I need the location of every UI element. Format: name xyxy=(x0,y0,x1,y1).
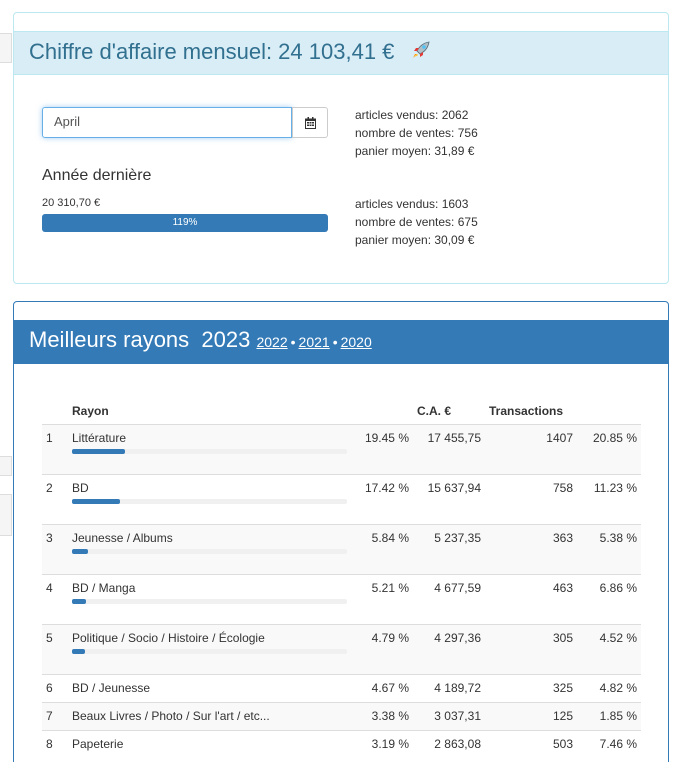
calendar-icon xyxy=(305,117,316,129)
best-departments-panel xyxy=(13,301,669,762)
rayon-cell-text: BD / Manga xyxy=(72,580,136,595)
transactions-cell xyxy=(485,574,577,624)
month-input-value: April xyxy=(54,114,81,129)
rank-cell xyxy=(42,674,68,702)
rank-cell xyxy=(42,730,68,758)
tx-pct-cell-text: 5.38 % xyxy=(599,530,637,545)
ca-cell-text: 3 037,31 xyxy=(434,708,481,723)
rayon-cell xyxy=(68,624,353,674)
rayon-cell xyxy=(68,424,353,474)
pct-cell-text: 19.45 % xyxy=(364,430,409,445)
current-stats xyxy=(355,106,478,160)
rayon-cell-text: Papeterie xyxy=(72,736,124,751)
year-link-2020[interactable]: 2020 xyxy=(340,334,372,350)
ca-cell-text: 4 297,36 xyxy=(434,630,481,645)
table-row xyxy=(42,674,641,702)
tx-pct-cell xyxy=(577,702,641,730)
transactions-cell xyxy=(485,424,577,474)
header-pct xyxy=(353,398,413,424)
tx-pct-cell-text: 6.86 % xyxy=(599,580,637,595)
year-separator: • xyxy=(290,334,296,350)
share-bar-track xyxy=(72,649,347,654)
ca-cell-text: 4 677,59 xyxy=(434,580,481,595)
ca-cell xyxy=(413,524,485,574)
transactions-cell-text: 463 xyxy=(552,580,573,595)
share-bar-fill xyxy=(72,649,85,654)
last-year-stats xyxy=(355,195,478,249)
rank-cell xyxy=(42,424,68,474)
side-stub-middle xyxy=(0,456,12,476)
rayon-cell xyxy=(68,674,353,702)
best-panel-title xyxy=(29,327,372,353)
table-row xyxy=(42,702,641,730)
departments-table-body xyxy=(42,424,641,758)
pct-cell-text: 17.42 % xyxy=(364,480,409,495)
share-bar-track xyxy=(72,549,347,554)
last-year-basket: panier moyen: 30,09 € xyxy=(355,233,475,247)
tx-pct-cell xyxy=(577,424,641,474)
table-row xyxy=(42,524,641,574)
ca-cell-text: 15 637,94 xyxy=(427,480,481,495)
rayon-cell-text: Jeunesse / Albums xyxy=(72,530,173,545)
header-tx-pct xyxy=(577,398,641,424)
ca-cell xyxy=(413,574,485,624)
tx-pct-cell-text: 11.23 % xyxy=(593,480,637,495)
last-year-amount: 20 310,70 € xyxy=(42,197,101,209)
ca-cell xyxy=(413,730,485,758)
tx-pct-cell-text: 4.52 % xyxy=(599,630,637,645)
pct-cell xyxy=(353,574,413,624)
best-panel-title-text: Meilleurs rayons 2023 xyxy=(29,327,251,352)
share-bar-fill xyxy=(72,449,125,454)
transactions-cell-text: 503 xyxy=(552,736,573,751)
pct-cell xyxy=(353,730,413,758)
ca-cell xyxy=(413,674,485,702)
transactions-cell-text: 305 xyxy=(552,630,573,645)
transactions-cell-text: 363 xyxy=(552,530,573,545)
revenue-panel-heading xyxy=(14,31,668,75)
share-bar-track xyxy=(72,449,347,454)
rank-cell-text: 4 xyxy=(46,580,53,595)
rank-cell-text: 7 xyxy=(46,708,53,723)
tx-pct-cell-text: 7.46 % xyxy=(599,736,637,751)
departments-table xyxy=(42,398,641,758)
rank-cell-text: 2 xyxy=(46,480,53,495)
year-link-2021[interactable]: 2021 xyxy=(298,334,330,350)
header-transactions: Transactions xyxy=(485,398,577,424)
transactions-cell xyxy=(485,524,577,574)
progress-label: 119% xyxy=(172,217,198,228)
month-input[interactable] xyxy=(42,107,292,138)
ca-cell-text: 4 189,72 xyxy=(434,680,481,695)
rayon-cell-text: BD / Jeunesse xyxy=(72,680,151,695)
current-articles: articles vendus: 2062 xyxy=(355,108,469,122)
pct-cell xyxy=(353,674,413,702)
last-year-sales: nombre de ventes: 675 xyxy=(355,215,478,229)
table-row xyxy=(42,624,641,674)
rank-cell xyxy=(42,624,68,674)
table-row xyxy=(42,574,641,624)
rayon-cell xyxy=(68,574,353,624)
transactions-cell xyxy=(485,702,577,730)
rayon-cell-text: Beaux Livres / Photo / Sur l'art / etc... xyxy=(72,708,270,723)
transactions-cell-text: 758 xyxy=(552,480,573,495)
last-year-articles: articles vendus: 1603 xyxy=(355,197,469,211)
pct-cell xyxy=(353,474,413,524)
pct-cell-text: 3.19 % xyxy=(371,736,409,751)
current-basket: panier moyen: 31,89 € xyxy=(355,144,475,158)
rank-cell xyxy=(42,524,68,574)
rank-cell xyxy=(42,574,68,624)
current-sales: nombre de ventes: 756 xyxy=(355,126,478,140)
pct-cell-text: 5.84 % xyxy=(371,530,409,545)
header-rank xyxy=(42,398,68,424)
table-row xyxy=(42,474,641,524)
year-separator: • xyxy=(332,334,338,350)
transactions-cell xyxy=(485,474,577,524)
pct-cell-text: 5.21 % xyxy=(371,580,409,595)
side-stub-bottom xyxy=(0,494,12,536)
ca-cell-text: 17 455,75 xyxy=(427,430,481,445)
table-header-row xyxy=(42,398,641,424)
year-link-2022[interactable]: 2022 xyxy=(256,334,288,350)
transactions-cell-text: 1407 xyxy=(546,430,573,445)
rank-cell xyxy=(42,702,68,730)
rank-cell-text: 3 xyxy=(46,530,53,545)
table-row xyxy=(42,730,641,758)
calendar-button[interactable] xyxy=(292,107,328,138)
pct-cell xyxy=(353,524,413,574)
share-bar-fill xyxy=(72,599,86,604)
rayon-cell xyxy=(68,702,353,730)
ca-cell xyxy=(413,474,485,524)
table-row xyxy=(42,424,641,474)
ca-cell xyxy=(413,424,485,474)
share-bar-track xyxy=(72,499,347,504)
share-bar-fill xyxy=(72,549,88,554)
pct-cell xyxy=(353,702,413,730)
rayon-cell xyxy=(68,474,353,524)
share-bar-fill xyxy=(72,499,120,504)
last-year-progress-bar xyxy=(42,214,328,232)
ca-cell-text: 5 237,35 xyxy=(434,530,481,545)
header-rayon: Rayon xyxy=(68,398,353,424)
tx-pct-cell-text: 4.82 % xyxy=(599,680,637,695)
rank-cell-text: 8 xyxy=(46,736,53,751)
tx-pct-cell xyxy=(577,524,641,574)
best-panel-heading xyxy=(14,320,668,364)
ca-cell xyxy=(413,624,485,674)
pct-cell-text: 3.38 % xyxy=(371,708,409,723)
rayon-cell-text: BD xyxy=(72,480,89,495)
header-ca: C.A. € xyxy=(413,398,485,424)
rank-cell-text: 6 xyxy=(46,680,53,695)
tx-pct-cell xyxy=(577,474,641,524)
rayon-cell-text: Littérature xyxy=(72,430,127,445)
rank-cell xyxy=(42,474,68,524)
pct-cell xyxy=(353,424,413,474)
ca-cell xyxy=(413,702,485,730)
tx-pct-cell xyxy=(577,624,641,674)
share-bar-track xyxy=(72,599,347,604)
transactions-cell-text: 125 xyxy=(552,708,573,723)
rayon-cell xyxy=(68,524,353,574)
rank-cell-text: 5 xyxy=(46,630,53,645)
tx-pct-cell xyxy=(577,730,641,758)
rayon-cell xyxy=(68,730,353,758)
revenue-title-text: Chiffre d'affaire mensuel: 24 103,41 € xyxy=(29,39,395,64)
tx-pct-cell xyxy=(577,674,641,702)
transactions-cell xyxy=(485,730,577,758)
revenue-title xyxy=(29,39,432,65)
side-stub-top xyxy=(0,33,12,63)
pct-cell xyxy=(353,624,413,674)
pct-cell-text: 4.67 % xyxy=(371,680,409,695)
monthly-revenue-panel xyxy=(13,12,669,284)
ca-cell-text: 2 863,08 xyxy=(434,736,481,751)
pct-cell-text: 4.79 % xyxy=(371,630,409,645)
rank-cell-text: 1 xyxy=(46,430,53,445)
rayon-cell-text: Politique / Socio / Histoire / Écologie xyxy=(72,630,265,645)
tx-pct-cell-text: 1.85 % xyxy=(599,708,637,723)
rocket-icon xyxy=(410,39,432,61)
tx-pct-cell-text: 20.85 % xyxy=(592,430,637,445)
transactions-cell xyxy=(485,624,577,674)
transactions-cell-text: 325 xyxy=(552,680,573,695)
last-year-heading: Année dernière xyxy=(42,167,152,184)
tx-pct-cell xyxy=(577,574,641,624)
transactions-cell xyxy=(485,674,577,702)
